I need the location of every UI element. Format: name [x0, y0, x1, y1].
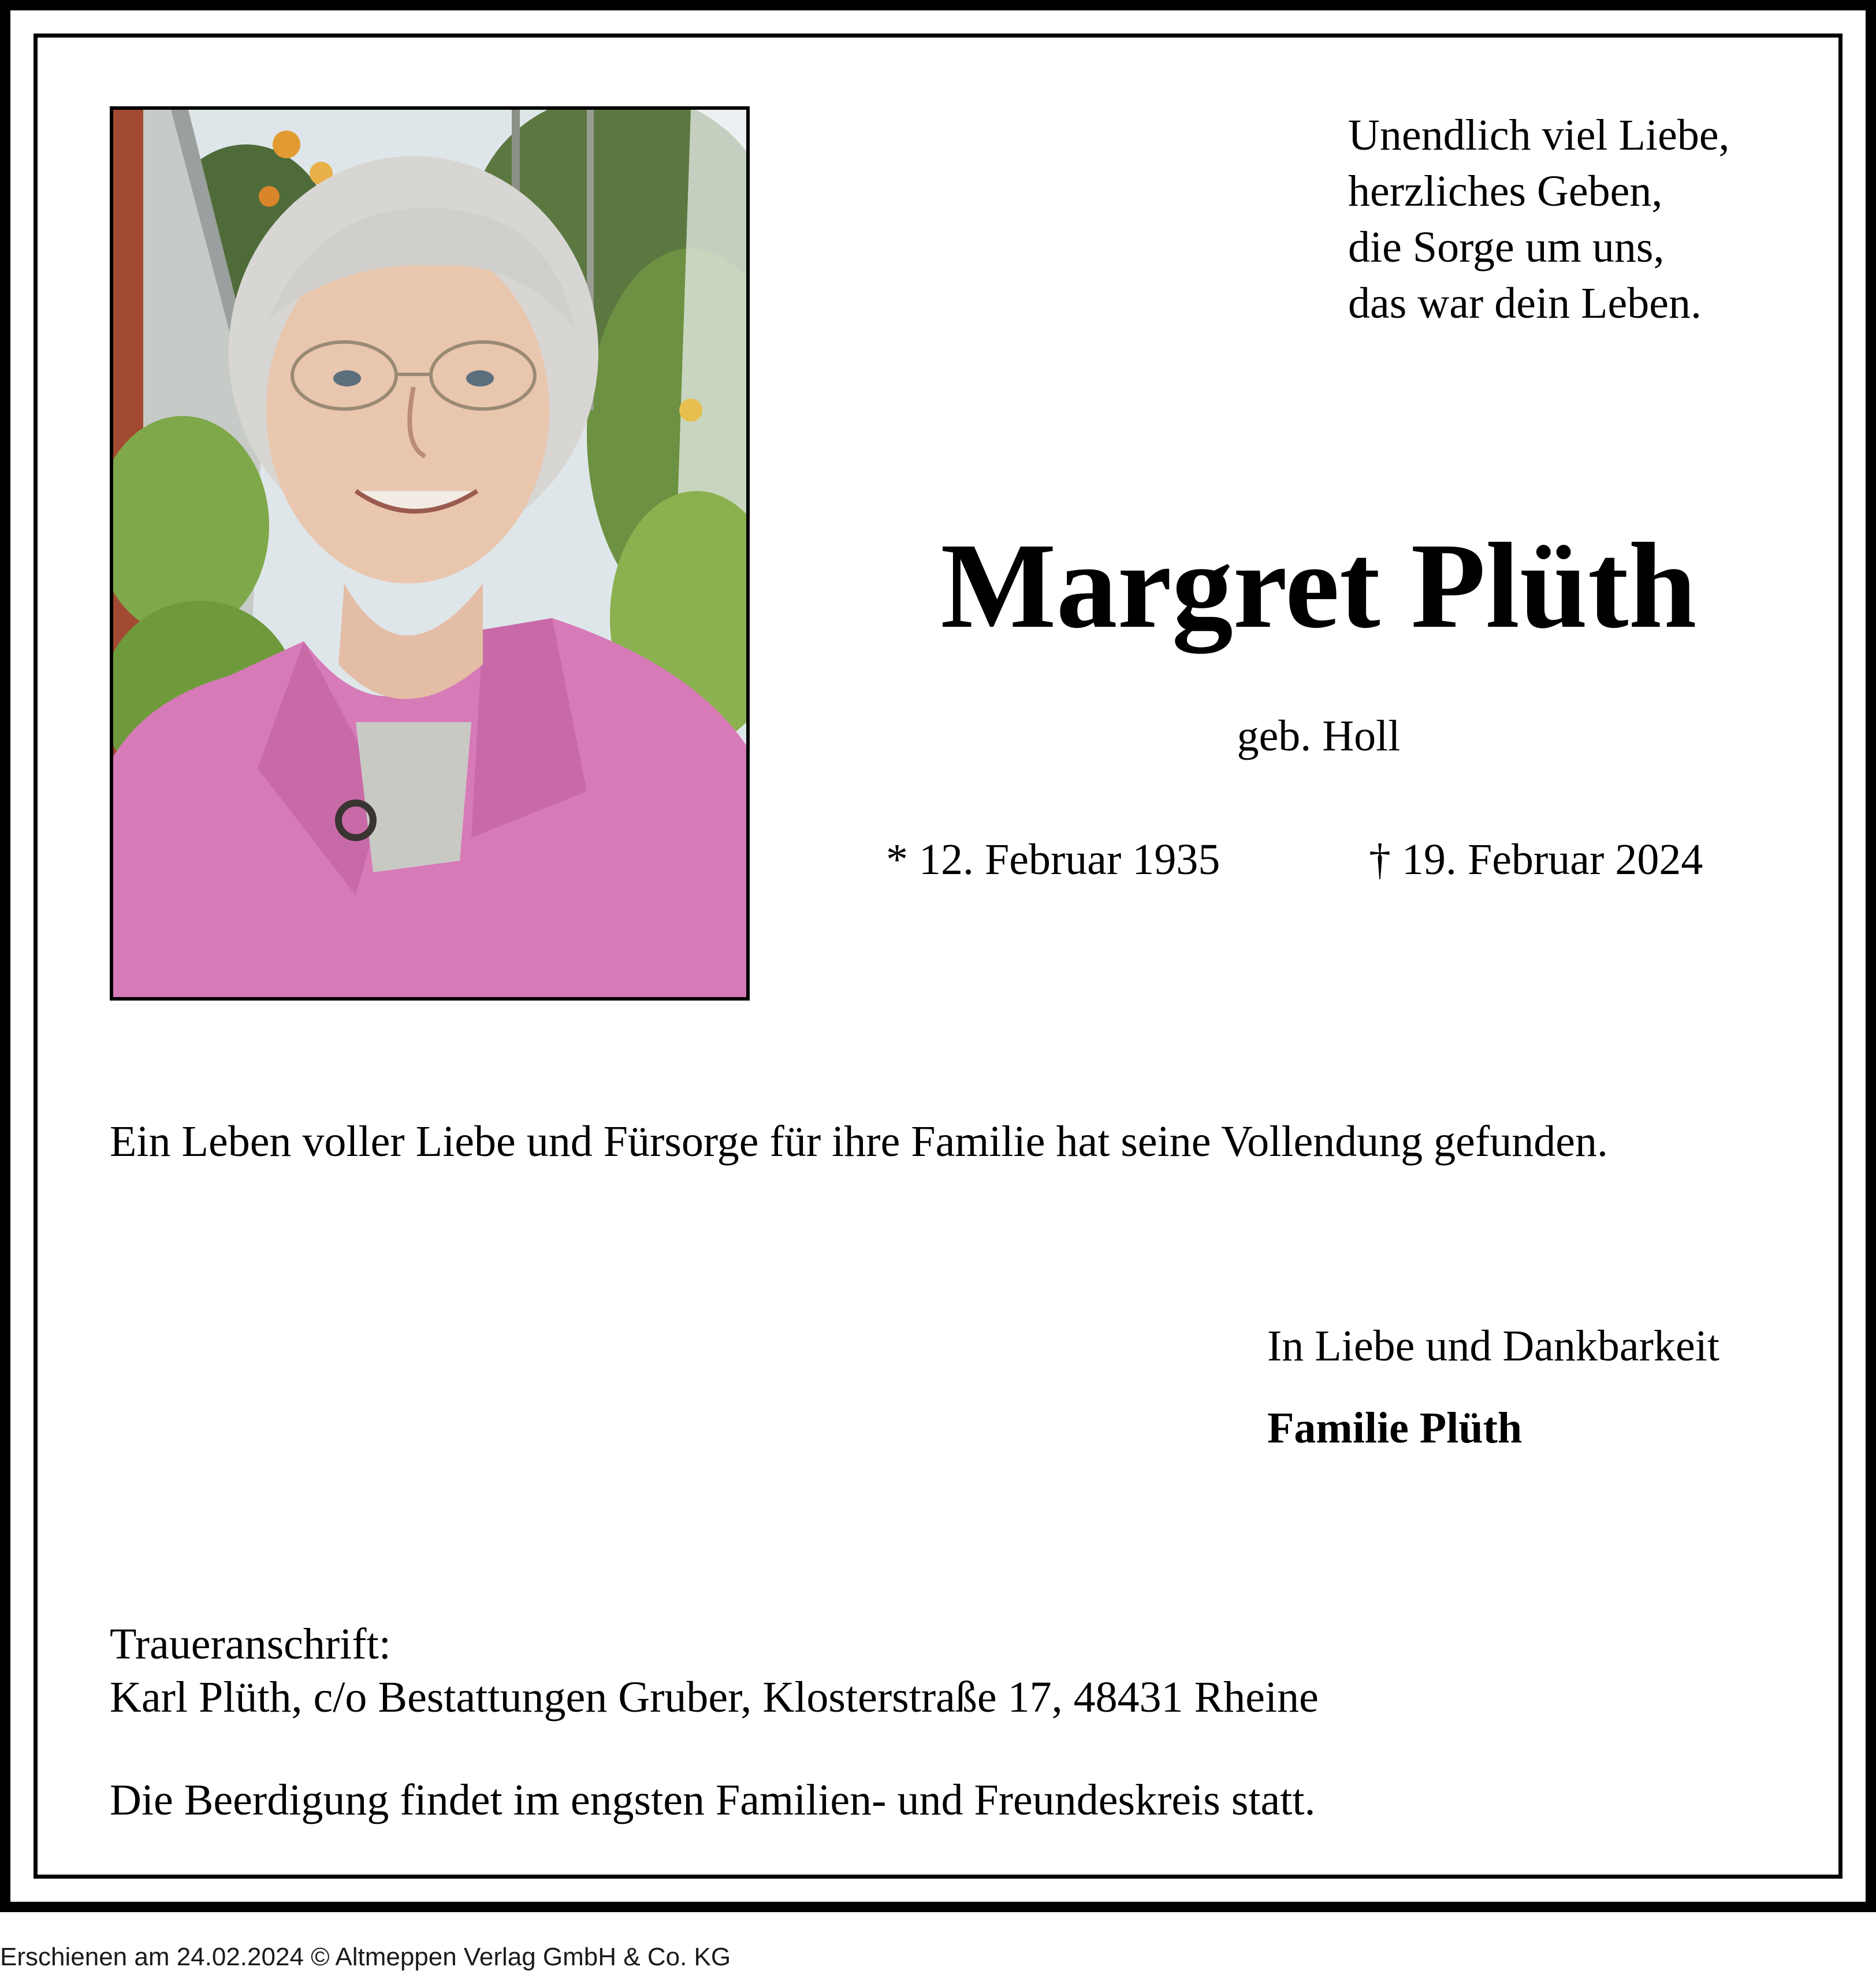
- poem-line: Unendlich viel Liebe,: [1348, 111, 1730, 159]
- deceased-name: Margret Plüth: [940, 518, 1697, 653]
- tribute-text: Ein Leben voller Liebe und Fürsorge für ihre Familie hat seine Vollendung gefunden.: [110, 1117, 1608, 1166]
- death-date: † 19. Februar 2024: [1369, 835, 1703, 884]
- family-signature: Familie Plüth: [1267, 1404, 1523, 1452]
- poem-line: das war dein Leben.: [1348, 279, 1702, 328]
- publication-footer: Erschienen am 24.02.2024 © Altmeppen Verlag GmbH & Co. KG: [0, 1943, 731, 1971]
- mourning-address-label: Traueranschrift:: [110, 1620, 391, 1668]
- memorial-poem: [1348, 107, 1822, 332]
- poem-line: die Sorge um uns,: [1348, 223, 1665, 272]
- birth-date: * 12. Februar 1935: [886, 835, 1220, 884]
- portrait-photo: [110, 106, 750, 1001]
- closing-phrase: In Liebe und Dankbarkeit: [1267, 1322, 1719, 1370]
- funeral-note: Die Beerdigung findet im engsten Familien- und Freundeskreis statt.: [110, 1776, 1316, 1824]
- mourning-address: Karl Plüth, c/o Bestattungen Gruber, Klosterstraße 17, 48431 Rheine: [110, 1673, 1319, 1722]
- maiden-name: geb. Holl: [1237, 712, 1401, 760]
- poem-line: herzliches Geben,: [1348, 167, 1663, 215]
